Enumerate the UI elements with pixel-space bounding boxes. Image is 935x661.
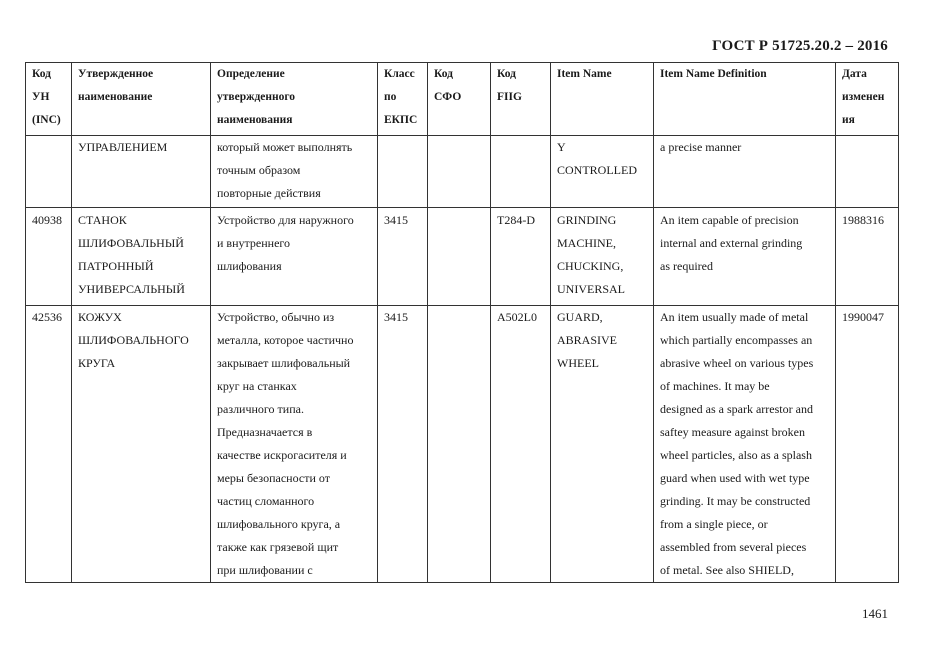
cell-text: guard when used with wet type	[660, 471, 810, 485]
cell-change-date	[836, 208, 899, 306]
header-name-definition	[211, 63, 378, 136]
cell-text: An item usually made of metal	[660, 310, 809, 324]
cell-text: 3415	[384, 213, 408, 227]
table-body	[26, 136, 899, 583]
cell-fiig-code	[491, 306, 551, 583]
cell-text: of machines. It may be	[660, 379, 770, 393]
cell-text: which partially encompasses an	[660, 333, 813, 347]
classification-table	[25, 62, 899, 583]
cell-text: Устройство для наружного	[217, 213, 354, 227]
header-text: Код	[497, 68, 517, 80]
cell-text: 1990047	[842, 310, 884, 324]
header-text: Код	[32, 68, 52, 80]
cell-text: Предназначается в	[217, 425, 313, 439]
cell-text: повторные действия	[217, 186, 321, 200]
cell-text: который может выполнять	[217, 140, 353, 154]
table-row	[26, 306, 899, 583]
header-ekps-class	[378, 63, 428, 136]
header-code-inc	[26, 63, 72, 136]
cell-text: ПАТРОННЫЙ	[78, 259, 154, 273]
cell-text: UNIVERSAL	[557, 282, 625, 296]
header-text: (INC)	[32, 114, 61, 126]
header-fiig-code	[491, 63, 551, 136]
cell-text: 40938	[32, 213, 62, 227]
cell-code-inc	[26, 306, 72, 583]
cell-text: Устройство, обычно из	[217, 310, 335, 324]
header-text: Определение	[217, 68, 285, 80]
cell-sfo-code	[428, 208, 491, 306]
cell-text: 1988316	[842, 213, 884, 227]
document-standard-title: ГОСТ Р 51725.20.2 – 2016	[712, 38, 888, 54]
cell-text: assembled from several pieces	[660, 540, 807, 554]
cell-text: ABRASIVE	[557, 333, 618, 347]
cell-text: шлифовального круга, а	[217, 517, 341, 531]
header-sfo-code	[428, 63, 491, 136]
cell-text: КРУГА	[78, 356, 116, 370]
cell-text: a precise manner	[660, 140, 742, 154]
cell-text: круг на станках	[217, 379, 297, 393]
cell-text: grinding. It may be constructed	[660, 494, 811, 508]
cell-text: abrasive wheel on various types	[660, 356, 814, 370]
cell-text: of metal. See also SHIELD,	[660, 563, 794, 577]
cell-text: меры безопасности от	[217, 471, 330, 485]
cell-approved-name	[72, 306, 211, 583]
cell-approved-name	[72, 208, 211, 306]
cell-item-name	[551, 136, 654, 208]
header-text: СФО	[434, 91, 462, 103]
header-text: наименования	[217, 114, 293, 126]
header-item-name	[551, 63, 654, 136]
header-text: по	[384, 91, 397, 103]
cell-code-inc	[26, 208, 72, 306]
header-text: изменен	[842, 91, 885, 103]
header-change-date	[836, 63, 899, 136]
cell-text: saftey measure against broken	[660, 425, 805, 439]
header-text: ия	[842, 114, 855, 126]
cell-text: при шлифовании с	[217, 563, 313, 577]
cell-text: from a single piece, or	[660, 517, 768, 531]
cell-text: УНИВЕРСАЛЬНЫЙ	[78, 282, 185, 296]
cell-fiig-code	[491, 136, 551, 208]
cell-item-name	[551, 306, 654, 583]
header-item-name-definition	[654, 63, 836, 136]
cell-text: CONTROLLED	[557, 163, 637, 177]
header-text: наименование	[78, 91, 153, 103]
cell-ekps-class	[378, 208, 428, 306]
cell-item-name-definition	[654, 136, 836, 208]
cell-text: 3415	[384, 310, 408, 324]
table-row	[26, 136, 899, 208]
cell-code-inc	[26, 136, 72, 208]
header-text: Item Name	[557, 68, 612, 80]
table-header-row	[26, 63, 899, 136]
cell-text: шлифования	[217, 259, 282, 273]
cell-text: КОЖУХ	[78, 310, 122, 324]
cell-text: designed as a spark arrestor and	[660, 402, 813, 416]
cell-text: закрывает шлифовальный	[217, 356, 351, 370]
cell-text: различного типа.	[217, 402, 304, 416]
page-number: 1461	[862, 606, 888, 621]
cell-text: ШЛИФОВАЛЬНОГО	[78, 333, 189, 347]
header-text: Код	[434, 68, 454, 80]
header-text: FIIG	[497, 91, 522, 103]
cell-change-date	[836, 136, 899, 208]
cell-change-date	[836, 306, 899, 583]
header-text: утвержденного	[217, 91, 296, 103]
cell-item-name-definition	[654, 306, 836, 583]
cell-sfo-code	[428, 306, 491, 583]
table-row	[26, 208, 899, 306]
cell-approved-name	[72, 136, 211, 208]
cell-text: СТАНОК	[78, 213, 127, 227]
header-text: УН	[32, 91, 50, 103]
cell-text: A502L0	[497, 310, 537, 324]
header-text: ЕКПС	[384, 114, 418, 126]
header-text: Дата	[842, 68, 867, 80]
cell-text: T284-D	[497, 213, 535, 227]
cell-text: MACHINE,	[557, 236, 616, 250]
cell-text: WHEEL	[557, 356, 599, 370]
cell-text: также как грязевой щит	[217, 540, 339, 554]
cell-text: internal and external grinding	[660, 236, 803, 250]
cell-text: и внутреннего	[217, 236, 291, 250]
header-text: Класс	[384, 68, 415, 80]
cell-text: CHUCKING,	[557, 259, 624, 273]
cell-name-definition	[211, 208, 378, 306]
cell-item-name	[551, 208, 654, 306]
cell-text: 42536	[32, 310, 62, 324]
cell-text: wheel particles, also as a splash	[660, 448, 812, 462]
cell-ekps-class	[378, 306, 428, 583]
cell-text: ШЛИФОВАЛЬНЫЙ	[78, 236, 184, 250]
cell-ekps-class	[378, 136, 428, 208]
cell-text: An item capable of precision	[660, 213, 799, 227]
cell-text: GUARD,	[557, 310, 603, 324]
cell-text: качестве искрогасителя и	[217, 448, 347, 462]
cell-fiig-code	[491, 208, 551, 306]
cell-text: Y	[557, 140, 566, 154]
cell-text: as required	[660, 259, 713, 273]
cell-text: точным образом	[217, 163, 301, 177]
cell-text: металла, которое частично	[217, 333, 354, 347]
cell-text: УПРАВЛЕНИЕМ	[78, 140, 168, 154]
header-text: Item Name Definition	[660, 68, 767, 80]
cell-item-name-definition	[654, 208, 836, 306]
cell-name-definition	[211, 136, 378, 208]
cell-text: GRINDING	[557, 213, 617, 227]
header-approved-name	[72, 63, 211, 136]
cell-text: частиц сломанного	[217, 494, 315, 508]
cell-sfo-code	[428, 136, 491, 208]
cell-name-definition	[211, 306, 378, 583]
header-text: Утвержденное	[78, 68, 154, 80]
